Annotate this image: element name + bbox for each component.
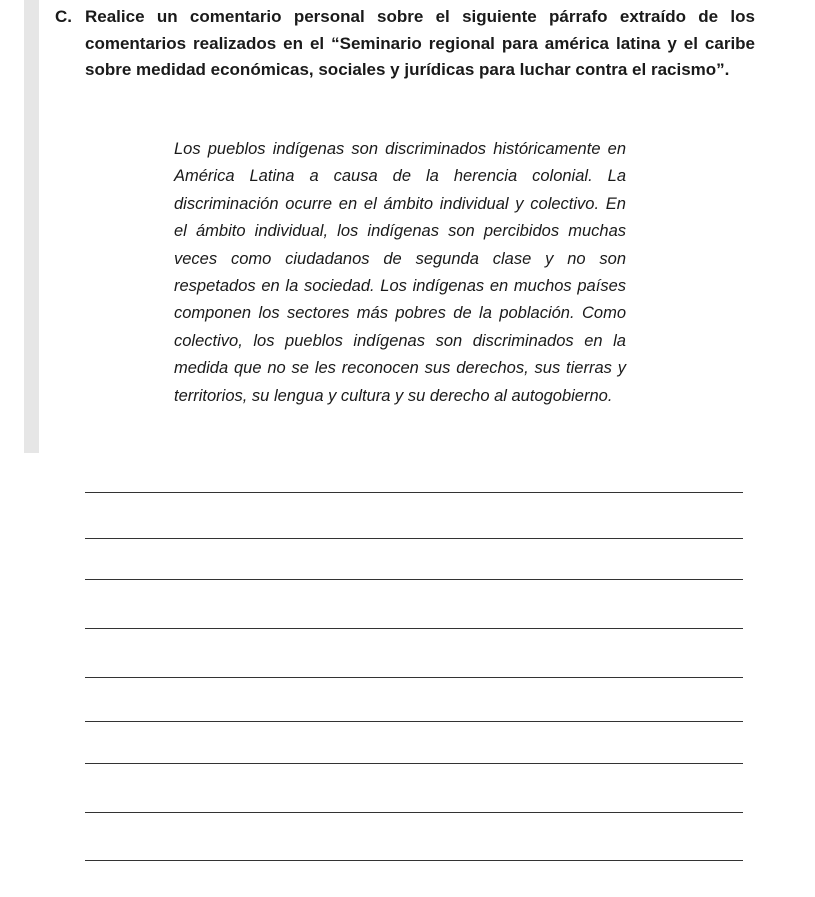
answer-line-9[interactable]	[85, 860, 743, 861]
question-text: Realice un comentario personal sobre el siguiente párrafo extraído de los comentarios realizados en el “Seminario regional para américa latina y el caribe sobre medidad económicas, sociales y jurídicas para luchar contra el racismo”.	[85, 7, 755, 79]
question-letter: C.	[55, 7, 72, 26]
answer-line-7[interactable]	[85, 763, 743, 764]
answer-line-2[interactable]	[85, 538, 743, 539]
answer-line-3[interactable]	[85, 579, 743, 580]
margin-bar	[24, 0, 39, 453]
answer-line-8[interactable]	[85, 812, 743, 813]
quoted-paragraph: Los pueblos indígenas son discriminados históricamente en América Latina a causa de la herencia colonial. La discriminación ocurre en el ámbito individual y colectivo. En el ámbito individual, los indígenas son percibidos muchas veces como ciudadanos de segunda clase y no son respetados en la sociedad. Los indígenas en muchos países componen los sectores más pobres de la población. Como colectivo, los pueblos indígenas son discriminados en la medida que no se les reconocen sus derechos, sus tierras y territorios, su lengua y cultura y su derecho al autogobierno.	[174, 140, 626, 405]
answer-line-1[interactable]	[85, 492, 743, 493]
answer-line-6[interactable]	[85, 721, 743, 722]
answer-line-5[interactable]	[85, 677, 743, 678]
answer-lines	[85, 0, 743, 897]
answer-line-4[interactable]	[85, 628, 743, 629]
